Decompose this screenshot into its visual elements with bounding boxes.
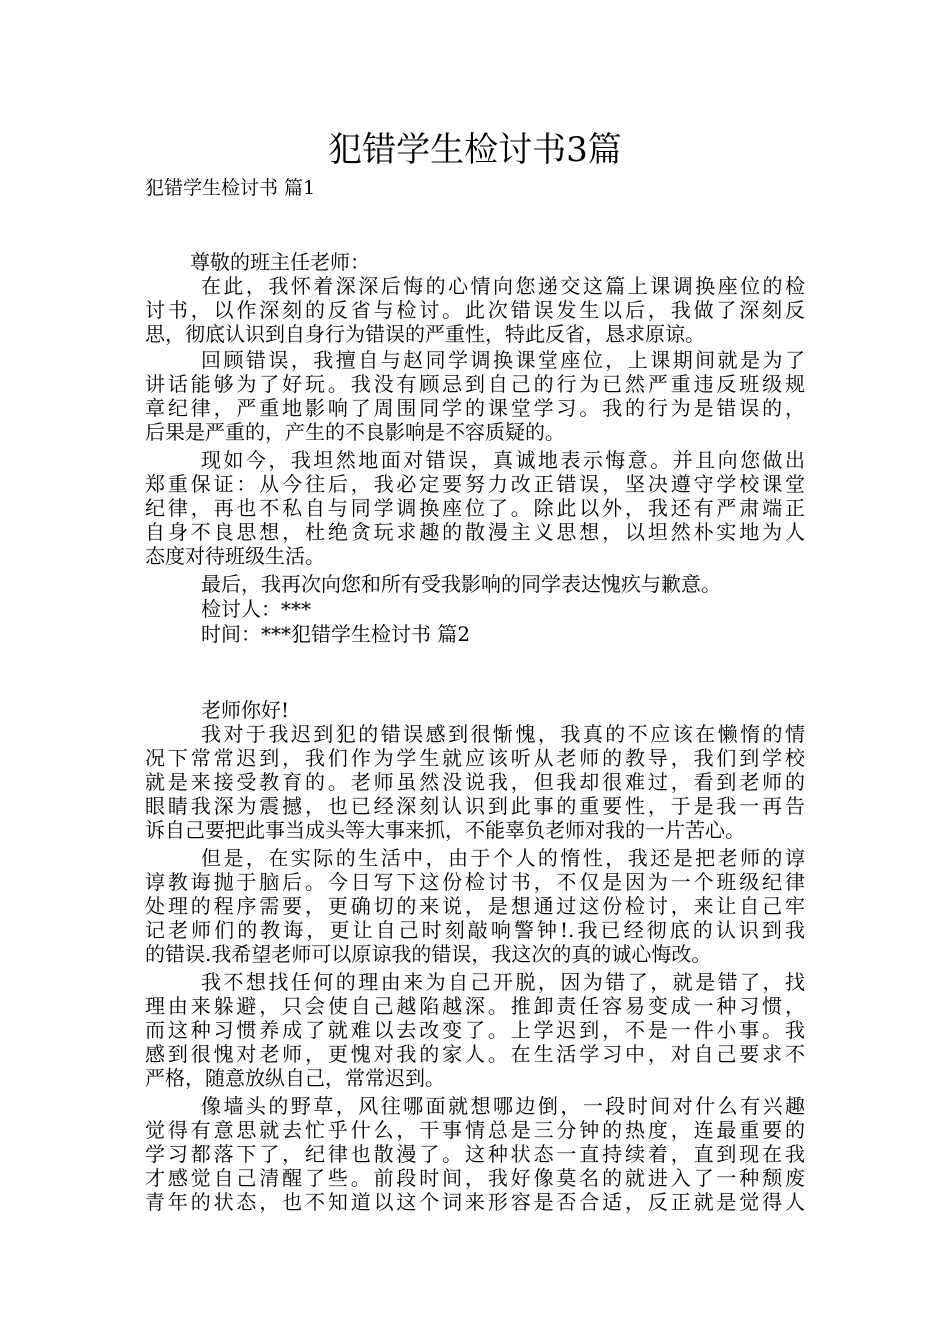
paragraph-line: 况下常常迟到，我们作为学生就应该听从老师的教导，我们到学校 — [145, 746, 805, 770]
date-line: 时间：***犯错学生检讨书 篇2 — [201, 622, 471, 646]
salutation: 尊敬的班主任老师： — [190, 250, 370, 274]
paragraph-line: 纪律，再也不私自与同学调换座位了。除此以外，我还有严肃端正 — [145, 496, 805, 520]
paragraph-line: 思，彻底认识到自身行为错误的严重性，特此反省，恳求原谅。 — [145, 322, 705, 346]
paragraph-line: 才感觉自己清醒了些。前段时间，我好像莫名的就进入了一种颓废 — [145, 1166, 805, 1190]
paragraph-line: 眼睛我深为震撼，也已经深刻认识到此事的重要性，于是我一再告 — [145, 794, 805, 818]
paragraph-line: 谆教诲抛于脑后。今日写下这份检讨书，不仅是因为一个班级纪律 — [145, 870, 805, 894]
document-title: 犯错学生检讨书3篇 — [328, 130, 622, 170]
paragraph-line: 学习都落下了，纪律也散漫了。这种状态一直持续着，直到现在我 — [145, 1142, 805, 1166]
paragraph-line: 章纪律，严重地影响了周围同学的课堂学习。我的行为是错误的， — [145, 396, 805, 420]
salutation: 老师你好! — [201, 698, 290, 722]
paragraph-line: 严格，随意放纵自己，常常迟到。 — [145, 1066, 445, 1090]
section-heading-1: 犯错学生检讨书 篇1 — [145, 177, 316, 199]
paragraph-line: 我对于我迟到犯的错误感到很惭愧，我真的不应该在懒惰的情 — [201, 722, 805, 746]
paragraph-line: 自身不良思想，杜绝贪玩求趣的散漫主义思想，以坦然朴实地为人 — [145, 520, 805, 544]
paragraph-line: 而这种习惯养成了就难以去改变了。上学迟到，不是一件小事。我 — [145, 1018, 805, 1042]
paragraph-line: 后果是严重的，产生的不良影响是不容质疑的。 — [145, 420, 565, 444]
paragraph-line: 在此，我怀着深深后悔的心情向您递交这篇上课调换座位的检 — [201, 274, 805, 298]
paragraph-line: 回顾错误，我擅自与赵同学调换课堂座位，上课期间就是为了 — [201, 348, 805, 372]
paragraph-line: 感到很愧对老师，更愧对我的家人。在生活学习中，对自己要求不 — [145, 1042, 805, 1066]
paragraph-line: 就是来接受教育的。老师虽然没说我，但我却很难过，看到老师的 — [145, 770, 805, 794]
signature-line: 检讨人：*** — [201, 597, 311, 621]
paragraph-line: 诉自己要把此事当成头等大事来抓，不能辜负老师对我的一片苦心。 — [145, 818, 745, 842]
paragraph-line: 我不想找任何的理由来为自己开脱，因为错了，就是错了，找 — [201, 970, 805, 994]
paragraph-line: 记老师们的教诲，更让自己时刻敲响警钟!.我已经彻底的认识到我 — [145, 918, 805, 942]
paragraph-line: 像墙头的野草，风往哪面就想哪边倒，一段时间对什么有兴趣 — [201, 1094, 805, 1118]
paragraph-line: 理由来躲避，只会使自己越陷越深。推卸责任容易变成一种习惯， — [145, 994, 805, 1018]
paragraph-line: 现如今，我坦然地面对错误，真诚地表示悔意。并且向您做出 — [201, 448, 805, 472]
paragraph-line: 觉得有意思就去忙乎什么，干事情总是三分钟的热度，连最重要的 — [145, 1118, 805, 1142]
paragraph-line: 讨书，以作深刻的反省与检讨。此次错误发生以后，我做了深刻反 — [145, 298, 805, 322]
paragraph-line: 的错误.我希望老师可以原谅我的错误，我这次的真的诚心悔改。 — [145, 942, 712, 966]
paragraph-line: 最后，我再次向您和所有受我影响的同学表达愧疚与歉意。 — [201, 572, 721, 596]
paragraph-line: 态度对待班级生活。 — [145, 544, 325, 568]
paragraph-line: 处理的程序需要，更确切的来说，是想通过这份检讨，来让自己牢 — [145, 894, 805, 918]
paragraph-line: 讲话能够为了好玩。我没有顾忌到自己的行为已然严重违反班级规 — [145, 372, 805, 396]
paragraph-line: 青年的状态，也不知道以这个词来形容是否合适，反正就是觉得人 — [145, 1190, 805, 1214]
paragraph-line: 郑重保证：从今往后，我必定要努力改正错误，坚决遵守学校课堂 — [145, 472, 805, 496]
paragraph-line: 但是，在实际的生活中，由于个人的惰性，我还是把老师的谆 — [201, 846, 805, 870]
